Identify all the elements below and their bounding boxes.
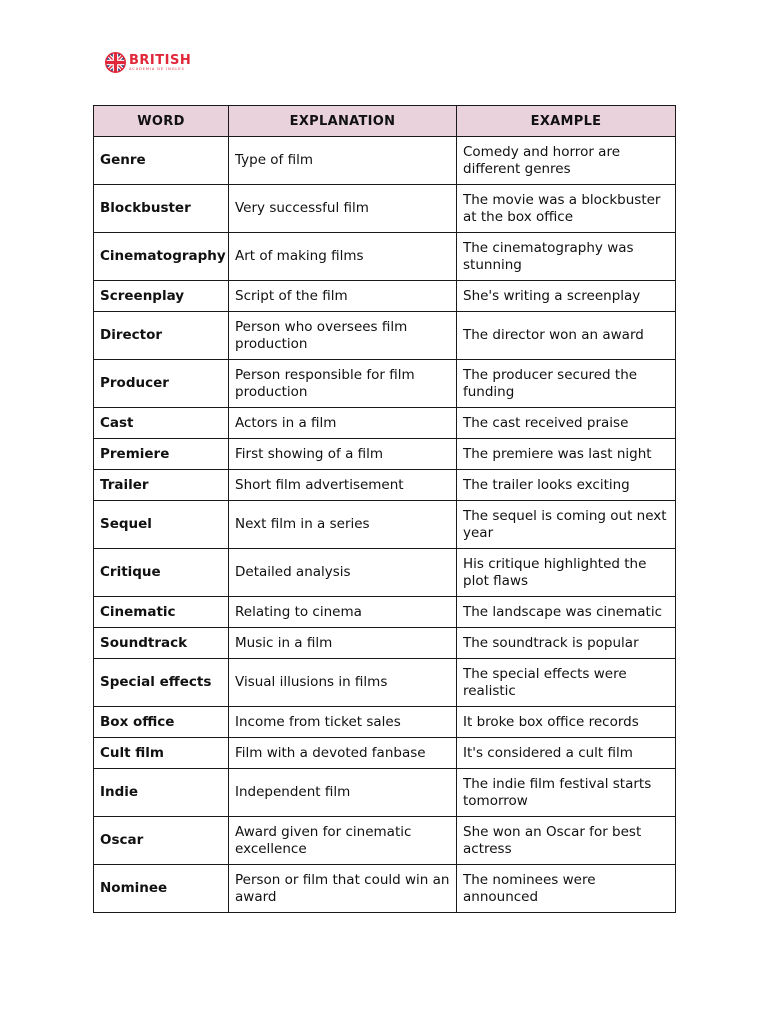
table-row bbox=[94, 597, 676, 628]
example-cell: The soundtrack is popular bbox=[457, 628, 676, 659]
word-cell: Blockbuster bbox=[94, 185, 229, 233]
table-row bbox=[94, 628, 676, 659]
example-cell: The trailer looks exciting bbox=[457, 470, 676, 501]
table-header-row bbox=[94, 106, 676, 137]
example-cell: She won an Oscar for best actress bbox=[457, 817, 676, 865]
example-cell: The director won an award bbox=[457, 312, 676, 360]
word-cell: Cinematic bbox=[94, 597, 229, 628]
header-example: EXAMPLE bbox=[457, 106, 676, 137]
table-row bbox=[94, 137, 676, 185]
example-cell: She's writing a screenplay bbox=[457, 281, 676, 312]
example-cell: His critique highlighted the plot flaws bbox=[457, 549, 676, 597]
word-cell: Cult film bbox=[94, 738, 229, 769]
word-cell: Director bbox=[94, 312, 229, 360]
word-cell: Screenplay bbox=[94, 281, 229, 312]
word-cell: Box office bbox=[94, 707, 229, 738]
example-cell: Comedy and horror are different genres bbox=[457, 137, 676, 185]
header-explanation: EXPLANATION bbox=[229, 106, 457, 137]
word-cell: Nominee bbox=[94, 865, 229, 913]
example-cell: The cast received praise bbox=[457, 408, 676, 439]
table-row bbox=[94, 769, 676, 817]
table-row bbox=[94, 470, 676, 501]
table-row bbox=[94, 659, 676, 707]
word-cell: Critique bbox=[94, 549, 229, 597]
word-cell: Genre bbox=[94, 137, 229, 185]
table-row bbox=[94, 817, 676, 865]
example-cell: The cinematography was stunning bbox=[457, 233, 676, 281]
word-cell: Soundtrack bbox=[94, 628, 229, 659]
explanation-cell: Award given for cinematic excellence bbox=[229, 817, 457, 865]
union-jack-icon bbox=[105, 52, 126, 73]
explanation-cell: Very successful film bbox=[229, 185, 457, 233]
brand-name: BRITISH bbox=[129, 52, 192, 68]
word-cell: Producer bbox=[94, 360, 229, 408]
example-cell: The sequel is coming out next year bbox=[457, 501, 676, 549]
table-row bbox=[94, 707, 676, 738]
example-cell: The landscape was cinematic bbox=[457, 597, 676, 628]
example-cell: The premiere was last night bbox=[457, 439, 676, 470]
explanation-cell: Person responsible for film production bbox=[229, 360, 457, 408]
word-cell: Trailer bbox=[94, 470, 229, 501]
table-row bbox=[94, 549, 676, 597]
explanation-cell: First showing of a film bbox=[229, 439, 457, 470]
example-cell: The producer secured the funding bbox=[457, 360, 676, 408]
example-cell: The nominees were announced bbox=[457, 865, 676, 913]
explanation-cell: Type of film bbox=[229, 137, 457, 185]
example-cell: The special effects were realistic bbox=[457, 659, 676, 707]
explanation-cell: Income from ticket sales bbox=[229, 707, 457, 738]
explanation-cell: Art of making films bbox=[229, 233, 457, 281]
explanation-cell: Script of the film bbox=[229, 281, 457, 312]
table-row bbox=[94, 501, 676, 549]
example-cell: The movie was a blockbuster at the box office bbox=[457, 185, 676, 233]
explanation-cell: Next film in a series bbox=[229, 501, 457, 549]
vocabulary-table bbox=[93, 105, 676, 913]
word-cell: Oscar bbox=[94, 817, 229, 865]
word-cell: Indie bbox=[94, 769, 229, 817]
brand-subtitle: ACADEMIA DE INGLES bbox=[129, 66, 185, 71]
explanation-cell: Visual illusions in films bbox=[229, 659, 457, 707]
brand-logo bbox=[105, 52, 191, 73]
table-row bbox=[94, 439, 676, 470]
table-row bbox=[94, 185, 676, 233]
explanation-cell: Detailed analysis bbox=[229, 549, 457, 597]
explanation-cell: Actors in a film bbox=[229, 408, 457, 439]
word-cell: Special effects bbox=[94, 659, 229, 707]
explanation-cell: Independent film bbox=[229, 769, 457, 817]
table-row bbox=[94, 738, 676, 769]
word-cell: Cinematography bbox=[94, 233, 229, 281]
explanation-cell: Film with a devoted fanbase bbox=[229, 738, 457, 769]
explanation-cell: Short film advertisement bbox=[229, 470, 457, 501]
example-cell: The indie film festival starts tomorrow bbox=[457, 769, 676, 817]
header-word: WORD bbox=[94, 106, 229, 137]
explanation-cell: Person or film that could win an award bbox=[229, 865, 457, 913]
table-row bbox=[94, 281, 676, 312]
table-row bbox=[94, 233, 676, 281]
word-cell: Sequel bbox=[94, 501, 229, 549]
table-row bbox=[94, 865, 676, 913]
explanation-cell: Relating to cinema bbox=[229, 597, 457, 628]
table-row bbox=[94, 312, 676, 360]
explanation-cell: Music in a film bbox=[229, 628, 457, 659]
word-cell: Premiere bbox=[94, 439, 229, 470]
explanation-cell: Person who oversees film production bbox=[229, 312, 457, 360]
example-cell: It broke box office records bbox=[457, 707, 676, 738]
table-row bbox=[94, 408, 676, 439]
table-row bbox=[94, 360, 676, 408]
word-cell: Cast bbox=[94, 408, 229, 439]
example-cell: It's considered a cult film bbox=[457, 738, 676, 769]
